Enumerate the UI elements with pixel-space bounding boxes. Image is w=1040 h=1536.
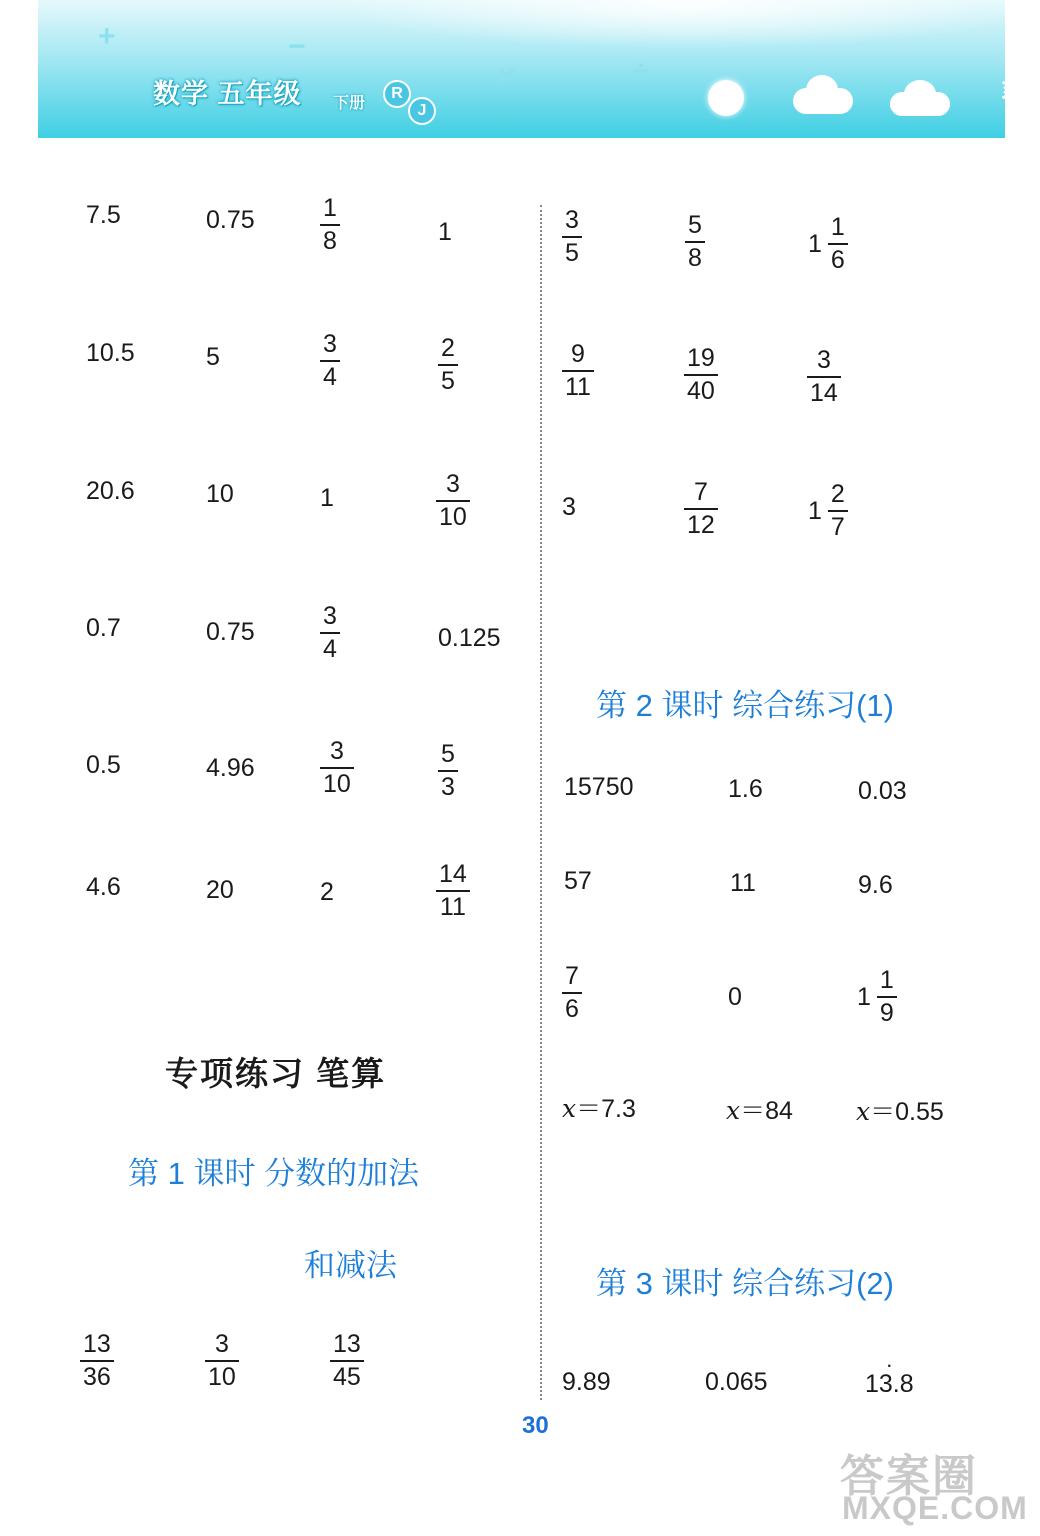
fraction: 13 45 xyxy=(330,1332,364,1390)
answer: 0.125 xyxy=(438,624,501,652)
answer: 20.6 xyxy=(86,477,135,505)
answer: 0.75 xyxy=(206,618,255,646)
fraction: 2 5 xyxy=(438,336,458,394)
fraction: 1 8 xyxy=(320,196,340,254)
equation-answer: x＝7.3 xyxy=(562,1094,636,1123)
answer: 10.5 xyxy=(86,339,135,367)
edition-badge-j: J xyxy=(408,97,436,125)
answer: 15750 xyxy=(564,773,634,801)
fraction: 9 11 xyxy=(562,342,594,400)
answer: 0.75 xyxy=(206,206,255,234)
column-divider xyxy=(540,205,542,1400)
volume-label: 下册 xyxy=(333,95,366,112)
edition-badge-r: R xyxy=(383,80,411,108)
answer: 1 xyxy=(438,218,452,246)
answer: 4.6 xyxy=(86,873,121,901)
sun-icon xyxy=(708,80,744,116)
answer: 20 xyxy=(206,876,234,904)
mixed-number: 1 $\frac{1}{6}$ xyxy=(808,215,848,273)
fraction: 7 12 xyxy=(684,480,718,538)
answer: 4.96 xyxy=(206,754,255,782)
answer: 1.6 xyxy=(728,775,763,803)
answer: 5 xyxy=(206,343,220,371)
fraction: 5 8 xyxy=(685,213,705,271)
equation-answer: x＝0.55 xyxy=(856,1097,944,1126)
answer: 11 xyxy=(730,869,756,897)
header-banner: + − × ÷ 数学 五年级 下册 R J ❄ xyxy=(38,0,1005,138)
fraction: 7 6 xyxy=(562,964,582,1022)
snowflake-icon: ❄ xyxy=(998,67,1035,116)
answer: 3 xyxy=(562,493,576,521)
answer: 1 xyxy=(320,484,334,512)
equation-answer: x＝84 xyxy=(726,1096,793,1125)
fraction: 3 14 xyxy=(807,348,841,406)
answer: 0.065 xyxy=(705,1368,768,1396)
fraction: 13 36 xyxy=(80,1332,114,1390)
answer: 0 xyxy=(728,983,742,1011)
answer: 2 xyxy=(320,878,334,906)
mixed-number: 1 $\frac{2}{7}$ xyxy=(808,482,848,540)
answer: 0.5 xyxy=(86,751,121,779)
lesson-3-title: 第 3 课时 综合练习(2) xyxy=(596,1266,894,1301)
lesson-2-title: 第 2 课时 综合练习(1) xyxy=(596,688,894,723)
mixed-number: 1 $\frac{1}{9}$ xyxy=(857,968,897,1026)
answer: 57 xyxy=(564,867,592,895)
answer: 7.5 xyxy=(86,201,121,229)
answer: 10 xyxy=(206,480,234,508)
fraction: 3 10 xyxy=(320,739,354,797)
lesson-1-title: 第 1 课时 分数的加法 xyxy=(128,1156,420,1191)
lesson-1-title-line2: 和减法 xyxy=(304,1248,397,1283)
repeating-decimal-answer: 13.8 · xyxy=(865,1370,914,1398)
subject-grade-title: 数学 五年级 xyxy=(153,79,302,109)
fraction: 3 4 xyxy=(320,332,340,390)
fraction: 19 40 xyxy=(684,346,718,404)
fraction: 5 3 xyxy=(438,742,458,800)
fraction: 14 11 xyxy=(436,862,470,920)
section-title: 专项练习 笔算 xyxy=(165,1055,387,1092)
answer: 9.6 xyxy=(858,871,893,899)
answer: 0.7 xyxy=(86,614,121,642)
watermark-logo: 答案圈 MXQE.COM xyxy=(840,1452,1028,1526)
answer: 0.03 xyxy=(858,777,907,805)
answer: 9.89 xyxy=(562,1368,611,1396)
fraction: 3 10 xyxy=(205,1332,239,1390)
page-number: 30 xyxy=(522,1412,549,1439)
fraction: 3 4 xyxy=(320,604,340,662)
fraction: 3 5 xyxy=(562,208,582,266)
fraction: 3 10 xyxy=(436,472,470,530)
